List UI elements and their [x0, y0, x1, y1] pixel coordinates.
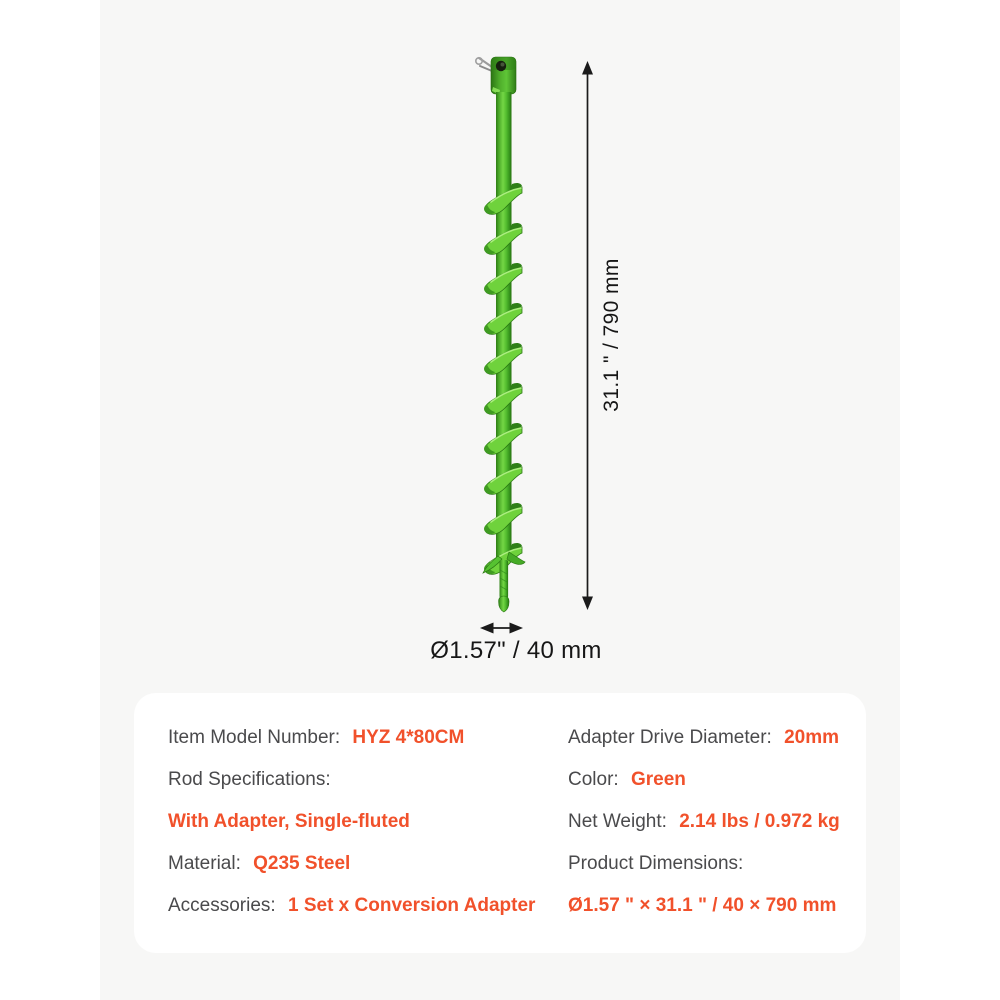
spec-label: Net Weight:	[568, 811, 667, 832]
spec-row-net-weight	[568, 801, 840, 843]
spec-row-material	[168, 843, 535, 885]
spec-row-model-number	[168, 717, 535, 759]
spec-label: Rod Specifications:	[168, 769, 331, 790]
spec-row-product-dimensions-value	[568, 885, 840, 927]
spec-value: Green	[630, 769, 686, 790]
spec-row-rod-specifications-value	[168, 801, 535, 843]
spec-label: Color:	[568, 769, 619, 790]
adapter-head	[491, 57, 516, 94]
spec-value: 20mm	[784, 727, 839, 748]
spec-row-rod-specifications	[168, 759, 535, 801]
spec-label: Item Model Number:	[168, 727, 341, 748]
spec-column-left	[168, 717, 535, 927]
length-dimension-label: 31.1 " / 790 mm	[600, 258, 623, 412]
spec-value: 2.14 lbs / 0.972 kg	[679, 811, 840, 832]
vertical-dimension-arrow	[582, 61, 593, 610]
spec-value: 1 Set x Conversion Adapter	[287, 895, 536, 916]
spec-value: With Adapter, Single-fluted	[168, 811, 410, 832]
spec-row-color	[568, 759, 840, 801]
spec-value: Q235 Steel	[253, 853, 351, 874]
spec-row-adapter-drive-diameter	[568, 717, 840, 759]
spec-label: Accessories:	[168, 895, 276, 916]
cotter-pin-icon	[476, 58, 492, 71]
diameter-dimension-label: Ø1.57" / 40 mm	[430, 637, 602, 664]
spec-label: Adapter Drive Diameter:	[568, 727, 772, 748]
spec-row-accessories	[168, 885, 535, 927]
spec-row-product-dimensions	[568, 843, 840, 885]
spec-value: HYZ 4*80CM	[352, 727, 465, 748]
spec-value: Ø1.57 " × 31.1 " / 40 × 790 mm	[568, 895, 837, 916]
spec-label: Product Dimensions:	[568, 853, 744, 874]
spec-column-right	[568, 717, 840, 927]
horizontal-dimension-arrow	[480, 623, 523, 634]
spec-card	[134, 693, 866, 953]
spec-label: Material:	[168, 853, 241, 874]
drill-tip	[499, 560, 509, 612]
